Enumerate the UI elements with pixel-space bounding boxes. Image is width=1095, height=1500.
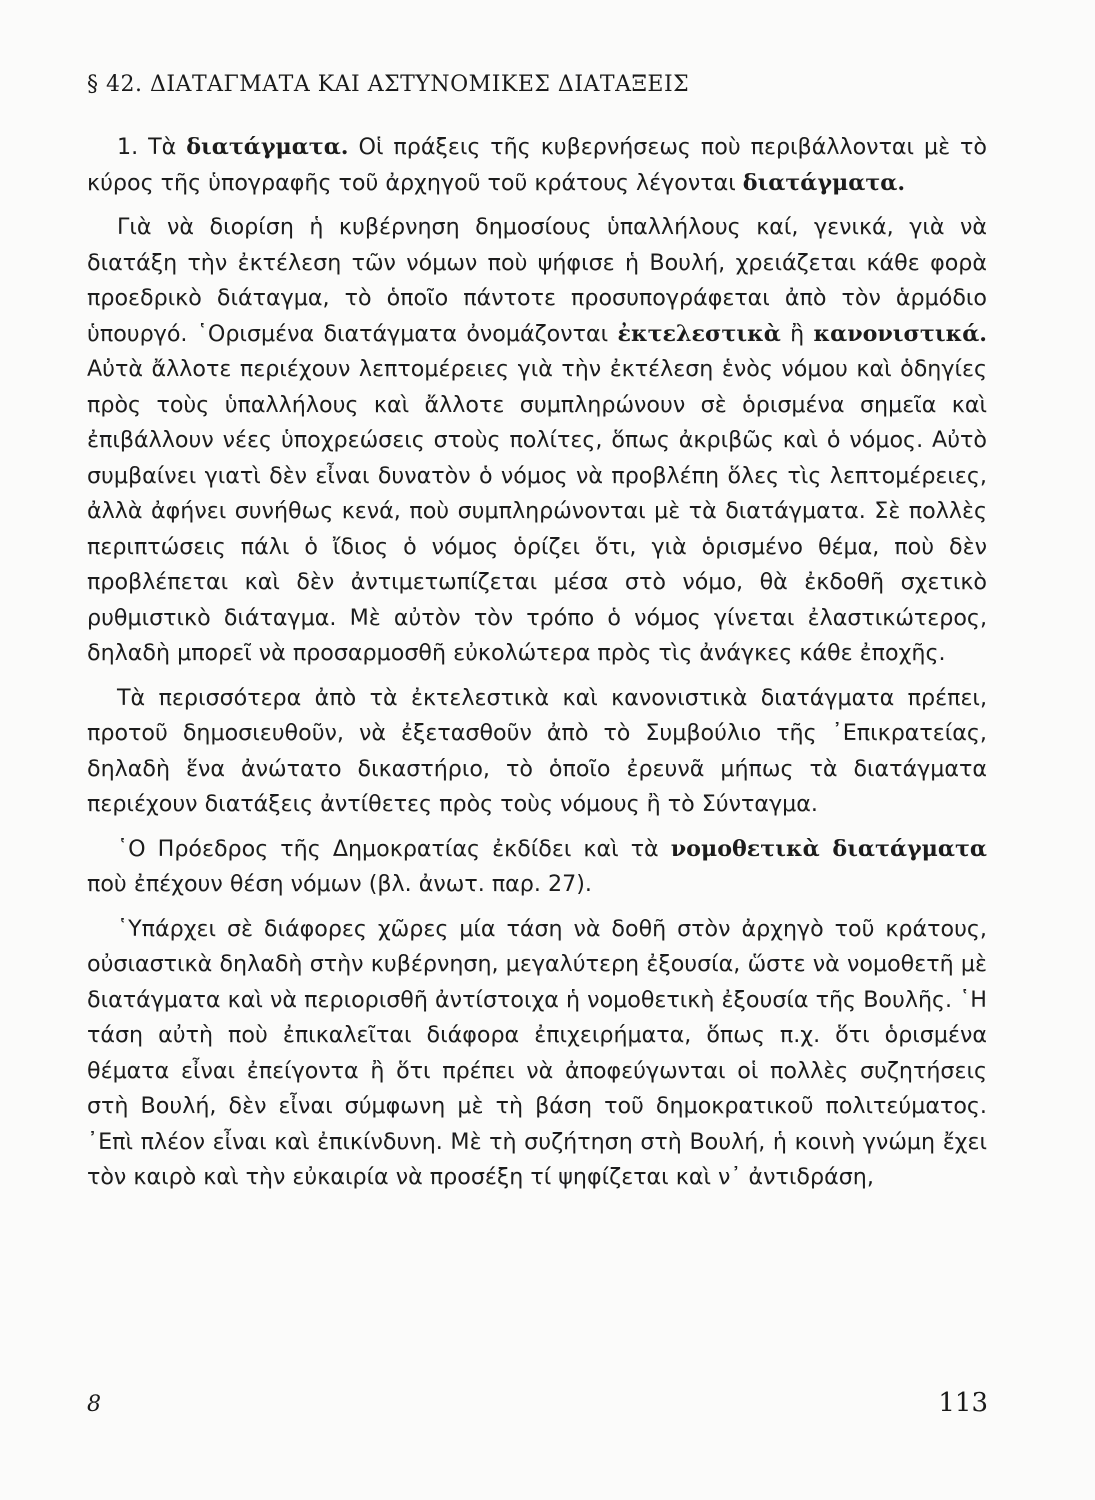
paragraph-definition [87,130,987,201]
paragraph-text: ποὺ ἐπέχουν θέση νόμων (βλ. ἀνωτ. παρ. 27). [87,871,592,897]
paragraph-tendency: ῾Υπάρχει σὲ διάφορες χῶρες μία τάση νὰ δοθῆ στὸν ἀρχηγὸ τοῦ κράτους, οὐσιαστικὰ δηλαδὴ στὴν κυβέρνηση, μεγαλύτερη ἐξουσία, ὥστε νὰ νομοθετῆ μὲ διατάγματα καὶ νὰ περιορισθῆ ἀντίστοιχα ἡ νομοθετικὴ ἐξουσία τῆς Βουλῆς. ῾Η τάση αὐτὴ ποὺ ἐπικαλεῖται διάφορα ἐπιχειρήματα, ὅπως π.χ. ὅτι ὁρισμένα θέματα εἶναι ἐπείγοντα ἢ ὅτι πρέπει νὰ ἀποφεύγωνται οἱ πολλὲς συζητήσεις στὴ Βουλή, δὲν εἶναι σύμφωνη μὲ τὴ βάση τοῦ δημοκρατικοῦ πολιτεύματος. ᾿Επὶ πλέον εἶναι καὶ ἐπικίνδυνη. Μὲ τὴ συζήτηση στὴ Βουλή, ἡ κοινὴ γνώμη ἔχει τὸν καιρὸ καὶ τὴν εὐκαιρία νὰ προσέξη τί ψηφίζεται καὶ ν᾿ ἀντιδράση, [87,915,987,1190]
page-number: 113 [938,1388,988,1418]
paragraph-executive-decrees [87,210,987,672]
paragraph-text: Γιὰ νὰ διορίση ἡ κυβέρνηση δημοσίους ὑπαλλήλους καί, γενικά, γιὰ νὰ διατάξη τὴν ἐκτέλεση τῶν νόμων ποὺ ψήφισε ἡ Βουλή, χρειάζεται κάθε φορὰ προεδρικὸ διάταγμα, τὸ ὁποῖο πάντοτε προσυπογράφεται ἀπὸ τὸν ἁρμόδιο ὑπουργό. ῾Ορισμένα διατάγματα ὀνομάζονται [87,214,987,347]
paragraph-text: ἢ [780,320,814,347]
term-diatagmata-2: διατάγματα. [742,169,906,196]
signature-mark: 8 [87,1392,101,1417]
section-heading: § 42. ΔΙΑΤΑΓΜΑΤΑ ΚΑΙ ΑΣΤΥΝΟΜΙΚΕΣ ΔΙΑΤΑΞΕΙΣ [87,72,690,97]
body-text [87,130,987,1196]
paragraph-legislative-decrees [87,832,987,903]
paragraph-text: Οἱ πράξεις τῆς κυβερνήσεως ποὺ περιβάλλονται μὲ τὸ κύρος τῆς ὑπογραφῆς τοῦ ἀρχηγοῦ τοῦ κράτους λέγονται [87,134,987,196]
term-diatagmata: διατάγματα. [186,134,349,160]
paragraph-text: Αὐτὰ ἄλλοτε περιέχουν λεπτομέρειες γιὰ τὴν ἐκτέλεση ἑνὸς νόμου καὶ ὁδηγίες πρὸς τοὺς ὑπαλλήλους καὶ ἄλλοτε συμπληρώνουν σὲ ὁρισμένα σημεῖα καὶ ἐπιβάλλουν νέες ὑποχρεώσεις στοὺς πολίτες, ὅπως ἀκριβῶς καὶ ὁ νόμος. Αὐτὸ συμβαίνει γιατὶ δὲν εἶναι δυνατὸν ὁ νόμος νὰ προβλέπη ὅλες τὶς λεπτομέρειες, ἀλλὰ ἀφήνει συνήθως κενά, ποὺ συμπληρώνονται μὲ τὰ διατάγματα. Σὲ πολλὲς περιπτώσεις πάλι ὁ ἴδιος ὁ νόμος ὁρίζει ὅτι, γιὰ ὁρισμένο θέμα, ποὺ δὲν προβλέπεται καὶ δὲν ἀντιμετωπίζεται μέσα στὸ νόμο, θὰ ἐκδοθῆ σχετικὸ ρυθμιστικὸ διάταγμα. Μὲ αὐτὸν τὸν τρόπο ὁ νόμος γίνεται ἐλαστικώτερος, δηλαδὴ μπορεῖ νὰ προσαρμοσθῆ εὐκολώτερα πρὸς τὶς ἀνάγκες κάθε ἐποχῆς. [87,356,987,666]
term-nomothetika: νομοθετικὰ διατάγματα [670,835,987,862]
term-ektelestika: ἐκτελεστικὰ [617,320,781,347]
term-kanonistika: κανονιστικά. [813,320,987,347]
paragraph-text: ῾Ο Πρόεδρος τῆς Δημοκρατίας ἐκδίδει καὶ τὰ [117,835,671,862]
paragraph-council-of-state: Τὰ περισσότερα ἀπὸ τὰ ἐκτελεστικὰ καὶ κανονιστικὰ διατάγματα πρέπει, προτοῦ δημοσιευθοῦν, νὰ ἐξετασθοῦν ἀπὸ τὸ Συμβούλιο τῆς ᾿Επικρατείας, δηλαδὴ ἕνα ἀνώτατο δικαστήριο, τὸ ὁποῖο ἐρευνᾶ μήπως τὰ διατάγματα περιέχουν διατάξεις ἀντίθετες πρὸς τοὺς νόμους ἢ τὸ Σύνταγμα. [87,684,987,817]
paragraph-lead: 1. Τὰ [117,134,187,160]
